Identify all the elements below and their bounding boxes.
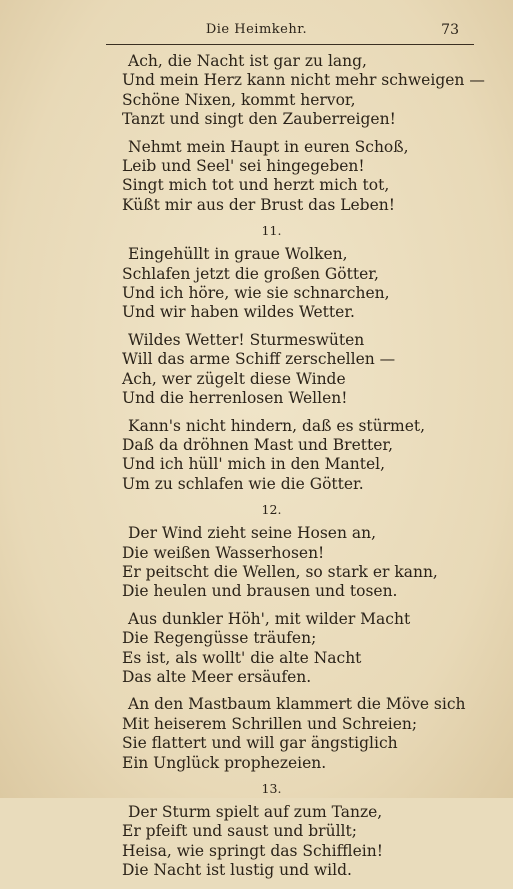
verse-line: Ach, die Nacht ist gar zu lang, [128, 52, 367, 70]
verse-line: Der Wind zieht seine Hosen an, [128, 524, 377, 543]
verse-line: Der Sturm spielt auf zum Tanze, [128, 803, 383, 821]
verse-line: An den Mastbaum klammert die Möve sich [128, 695, 466, 714]
verse-line: Ach, wer zügelt diese Winde [122, 369, 346, 388]
poem-number-12: 12. [261, 502, 282, 518]
poem-13-stanza-1 [122, 803, 513, 881]
verse-line: Die Nacht ist lustig und wild. [122, 861, 352, 880]
header-rule [106, 44, 474, 45]
verse-line: Das alte Meer ersäufen. [122, 667, 312, 686]
verse-line: Leib und Seel' sei hingegeben! [122, 157, 365, 176]
verse-line: Ein Unglück prophezeien. [122, 753, 327, 772]
verse-line: Er pfeift und saust und brüllt; [122, 822, 357, 841]
poem-number-13: 13. [261, 781, 282, 796]
page-header [0, 22, 513, 42]
verse-line: Er peitscht die Wellen, so stark er kann, [122, 562, 438, 581]
poem-11-stanza-1 [122, 245, 513, 323]
verse-line: Heisa, wie springt das Schifflein! [122, 841, 383, 860]
verse-line: Aus dunkler Höh', mit wilder Macht [128, 609, 411, 628]
poem-11-stanza-3 [122, 417, 513, 495]
verse-line: Wildes Wetter! Sturmeswüten [128, 330, 365, 349]
poem-12-stanza-2 [122, 610, 513, 688]
verse-line: Und ich hüll' mich in den Mantel, [122, 455, 386, 474]
poem-number-11: 11. [261, 223, 282, 239]
page-number: 73 [441, 22, 459, 38]
verse-line: Nehmt mein Haupt in euren Schoß, [128, 137, 409, 156]
poem-10-stanza-1 [122, 52, 513, 130]
running-title: Die Heimkehr. [205, 22, 308, 37]
verse-line: Singt mich tot und herzt mich tot, [122, 176, 390, 195]
verse-line: Mit heiserem Schrillen und Schreien; [122, 714, 418, 733]
verse-line: Küßt mir aus der Brust das Leben! [122, 195, 395, 214]
verse-line: Und mein Herz kann nicht mehr schweigen — [122, 71, 485, 90]
verse-line: Die heulen und brausen und tosen. [122, 582, 398, 601]
verse-line: Schöne Nixen, kommt hervor, [122, 90, 356, 109]
verse-line: Die weißen Wasserhosen! [122, 543, 325, 562]
verse-line: Und ich höre, wie sie schnarchen, [122, 284, 390, 303]
verse-line: Daß da dröhnen Mast und Bretter, [122, 435, 394, 454]
verse-line: Eingehüllt in graue Wolken, [128, 245, 348, 264]
verse-line: Sie flattert und will gar ängstiglich [122, 734, 398, 753]
verse-line: Und die herrenlosen Wellen! [122, 389, 348, 408]
verse-line: Es ist, als wollt' die alte Nacht [122, 648, 362, 667]
verse-line: Schlafen jetzt die großen Götter, [122, 264, 379, 283]
poem-text [0, 52, 513, 889]
poem-11-stanza-2 [122, 331, 513, 409]
verse-line: Will das arme Schiff zerschellen — [122, 350, 396, 369]
verse-line: Und wir haben wildes Wetter. [122, 303, 355, 322]
poem-10-stanza-2 [122, 138, 513, 216]
verse-line: Kann's nicht hindern, daß es stürmet, [128, 416, 426, 435]
verse-line: Die Regengüsse träufen; [122, 629, 317, 648]
verse-line: Um zu schlafen wie die Götter. [122, 474, 364, 493]
poem-12-stanza-1 [122, 524, 513, 602]
verse-line: Tanzt und singt den Zauberreigen! [122, 110, 396, 129]
poem-12-stanza-3 [122, 695, 513, 773]
